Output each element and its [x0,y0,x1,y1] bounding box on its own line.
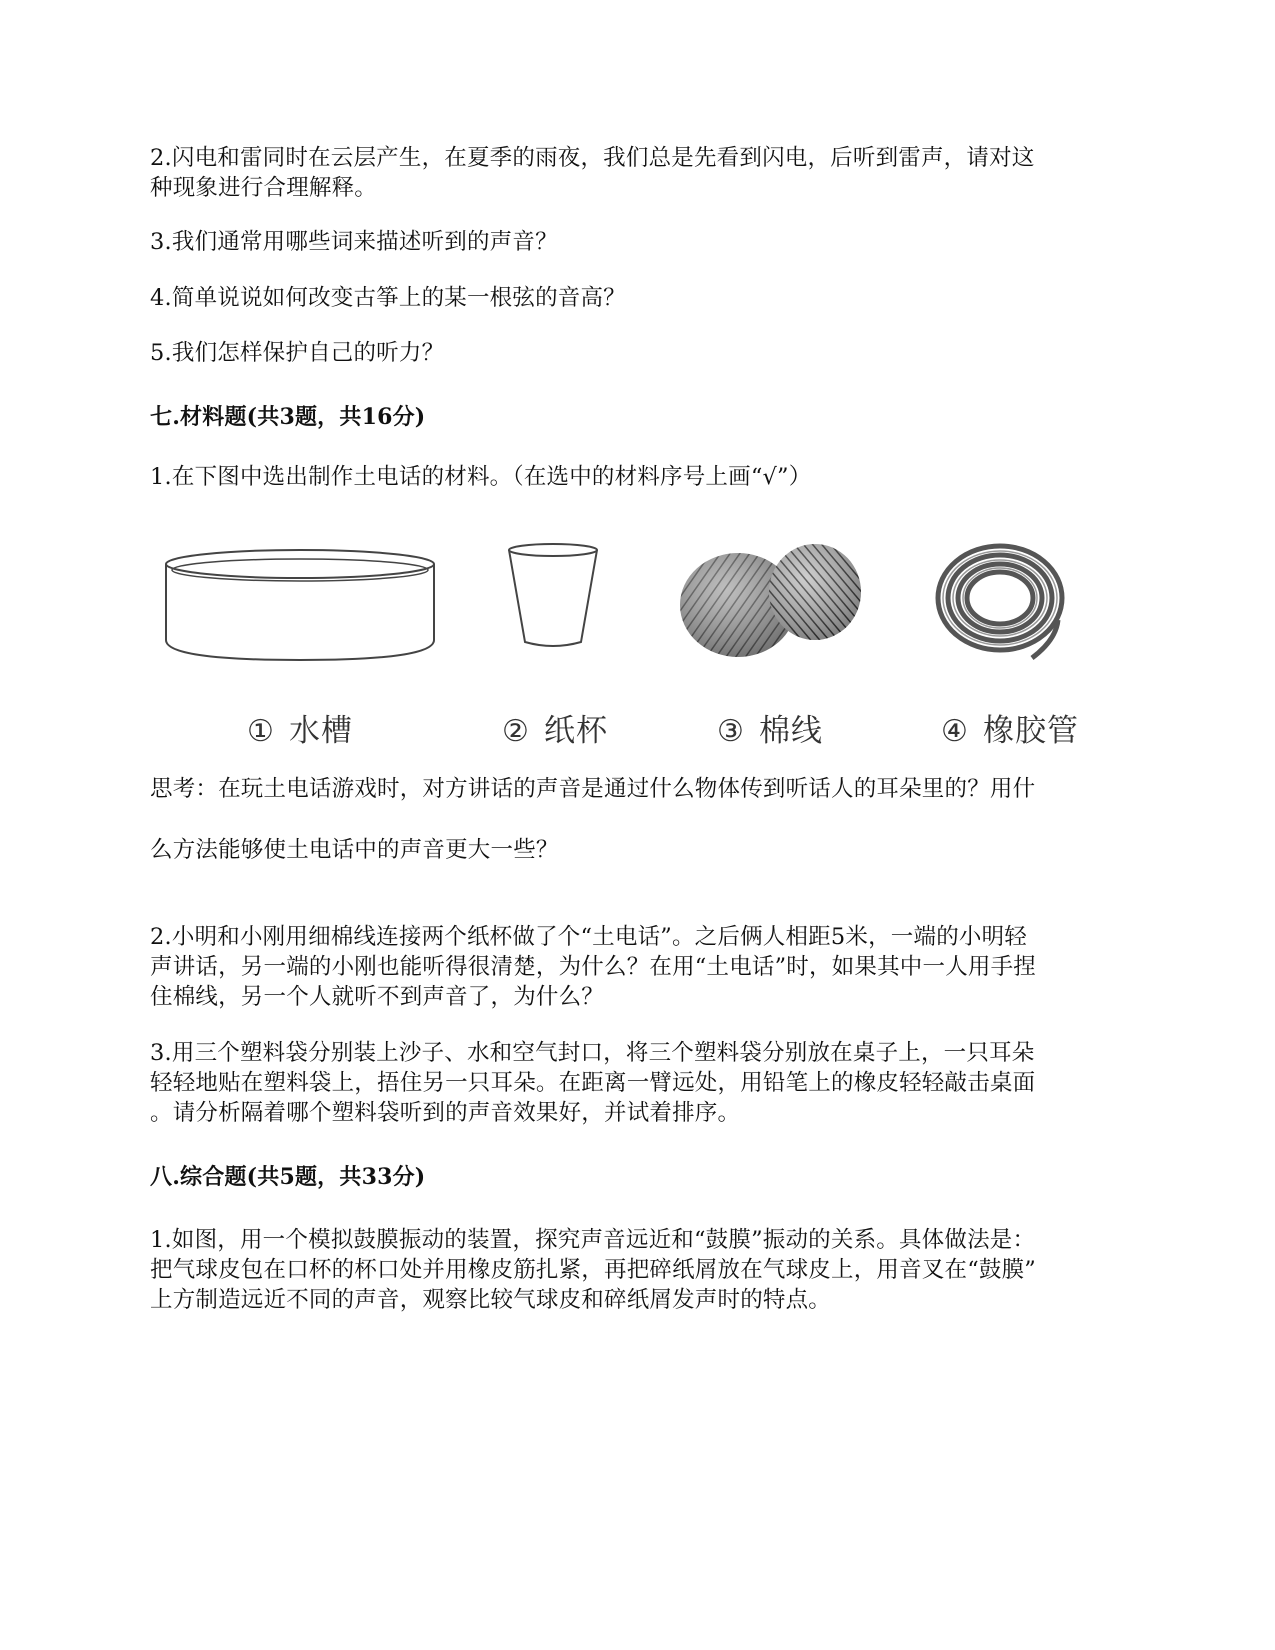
material-name: 纸杯 [543,713,608,749]
question-text: 把气球皮包在口杯的杯口处并用橡皮筋扎紧，再把碎纸屑放在气球皮上，用音叉在“鼓膜” [150,1257,1037,1283]
question-text: 3.用三个塑料袋分别装上沙子、水和空气封口，将三个塑料袋分别放在桌子上，一只耳朵 [150,1040,1035,1066]
materials-figure [160,540,1120,760]
question-text: 4.简单说说如何改变古筝上的某一根弦的音高？ [150,285,626,311]
material-name: 橡胶管 [982,713,1079,749]
material-item [680,540,860,760]
question-text: 思考：在玩土电话游戏时，对方讲话的声音是通过什么物体传到听话人的耳朵里的？用什 [150,776,1036,802]
question-text: 2.闪电和雷同时在云层产生，在夏季的雨夜，我们总是先看到闪电，后听到雷声，请对这 [150,145,1035,171]
question-text: 1.在下图中选出制作土电话的材料。（在选中的材料序号上画“√”） [150,464,812,490]
question-text: 上方制造远近不同的声音，观察比较气球皮和碎纸屑发声时的特点。 [150,1287,832,1313]
question-text: 声讲话，另一端的小刚也能听得很清楚，为什么？在用“土电话”时，如果其中一人用手捏 [150,954,1037,980]
question-text: 1.如图，用一个模拟鼓膜振动的装置，探究声音远近和“鼓膜”振动的关系。具体做法是： [150,1227,1036,1253]
question-text: 。请分析隔着哪个塑料袋听到的声音效果好，并试着排序。 [150,1100,741,1126]
material-name: 棉线 [758,713,823,749]
material-number: ④ [941,714,969,749]
material-item [502,540,608,760]
material-number: ② [502,714,530,749]
cotton-yarn-icon [680,540,860,700]
material-item [930,540,1090,760]
question-text: 轻轻地贴在塑料袋上，捂住另一只耳朵。在距离一臂远处，用铅笔上的橡皮轻轻敲击桌面 [150,1070,1036,1096]
material-item [160,540,440,760]
question-text: 么方法能够使土电话中的声音更大一些？ [150,837,559,863]
paper-cup-icon [505,540,605,700]
material-name: 水槽 [288,713,353,749]
section-heading: 七.材料题(共3题，共16分) [150,404,426,430]
question-text: 3.我们通常用哪些词来描述听到的声音？ [150,229,558,255]
question-text: 种现象进行合理解释。 [150,175,378,201]
question-text: 住棉线，另一个人就听不到声音了，为什么？ [150,984,605,1010]
material-number: ① [247,714,275,749]
question-text: 2.小明和小刚用细棉线连接两个纸杯做了个“土电话”。之后俩人相距5米，一端的小明轻 [150,924,1027,950]
question-text: 5.我们怎样保护自己的听力？ [150,340,445,366]
material-number: ③ [717,714,745,749]
water-tank-icon [160,540,440,700]
section-heading: 八.综合题(共5题，共33分) [150,1164,426,1190]
rubber-tube-icon [930,540,1090,700]
